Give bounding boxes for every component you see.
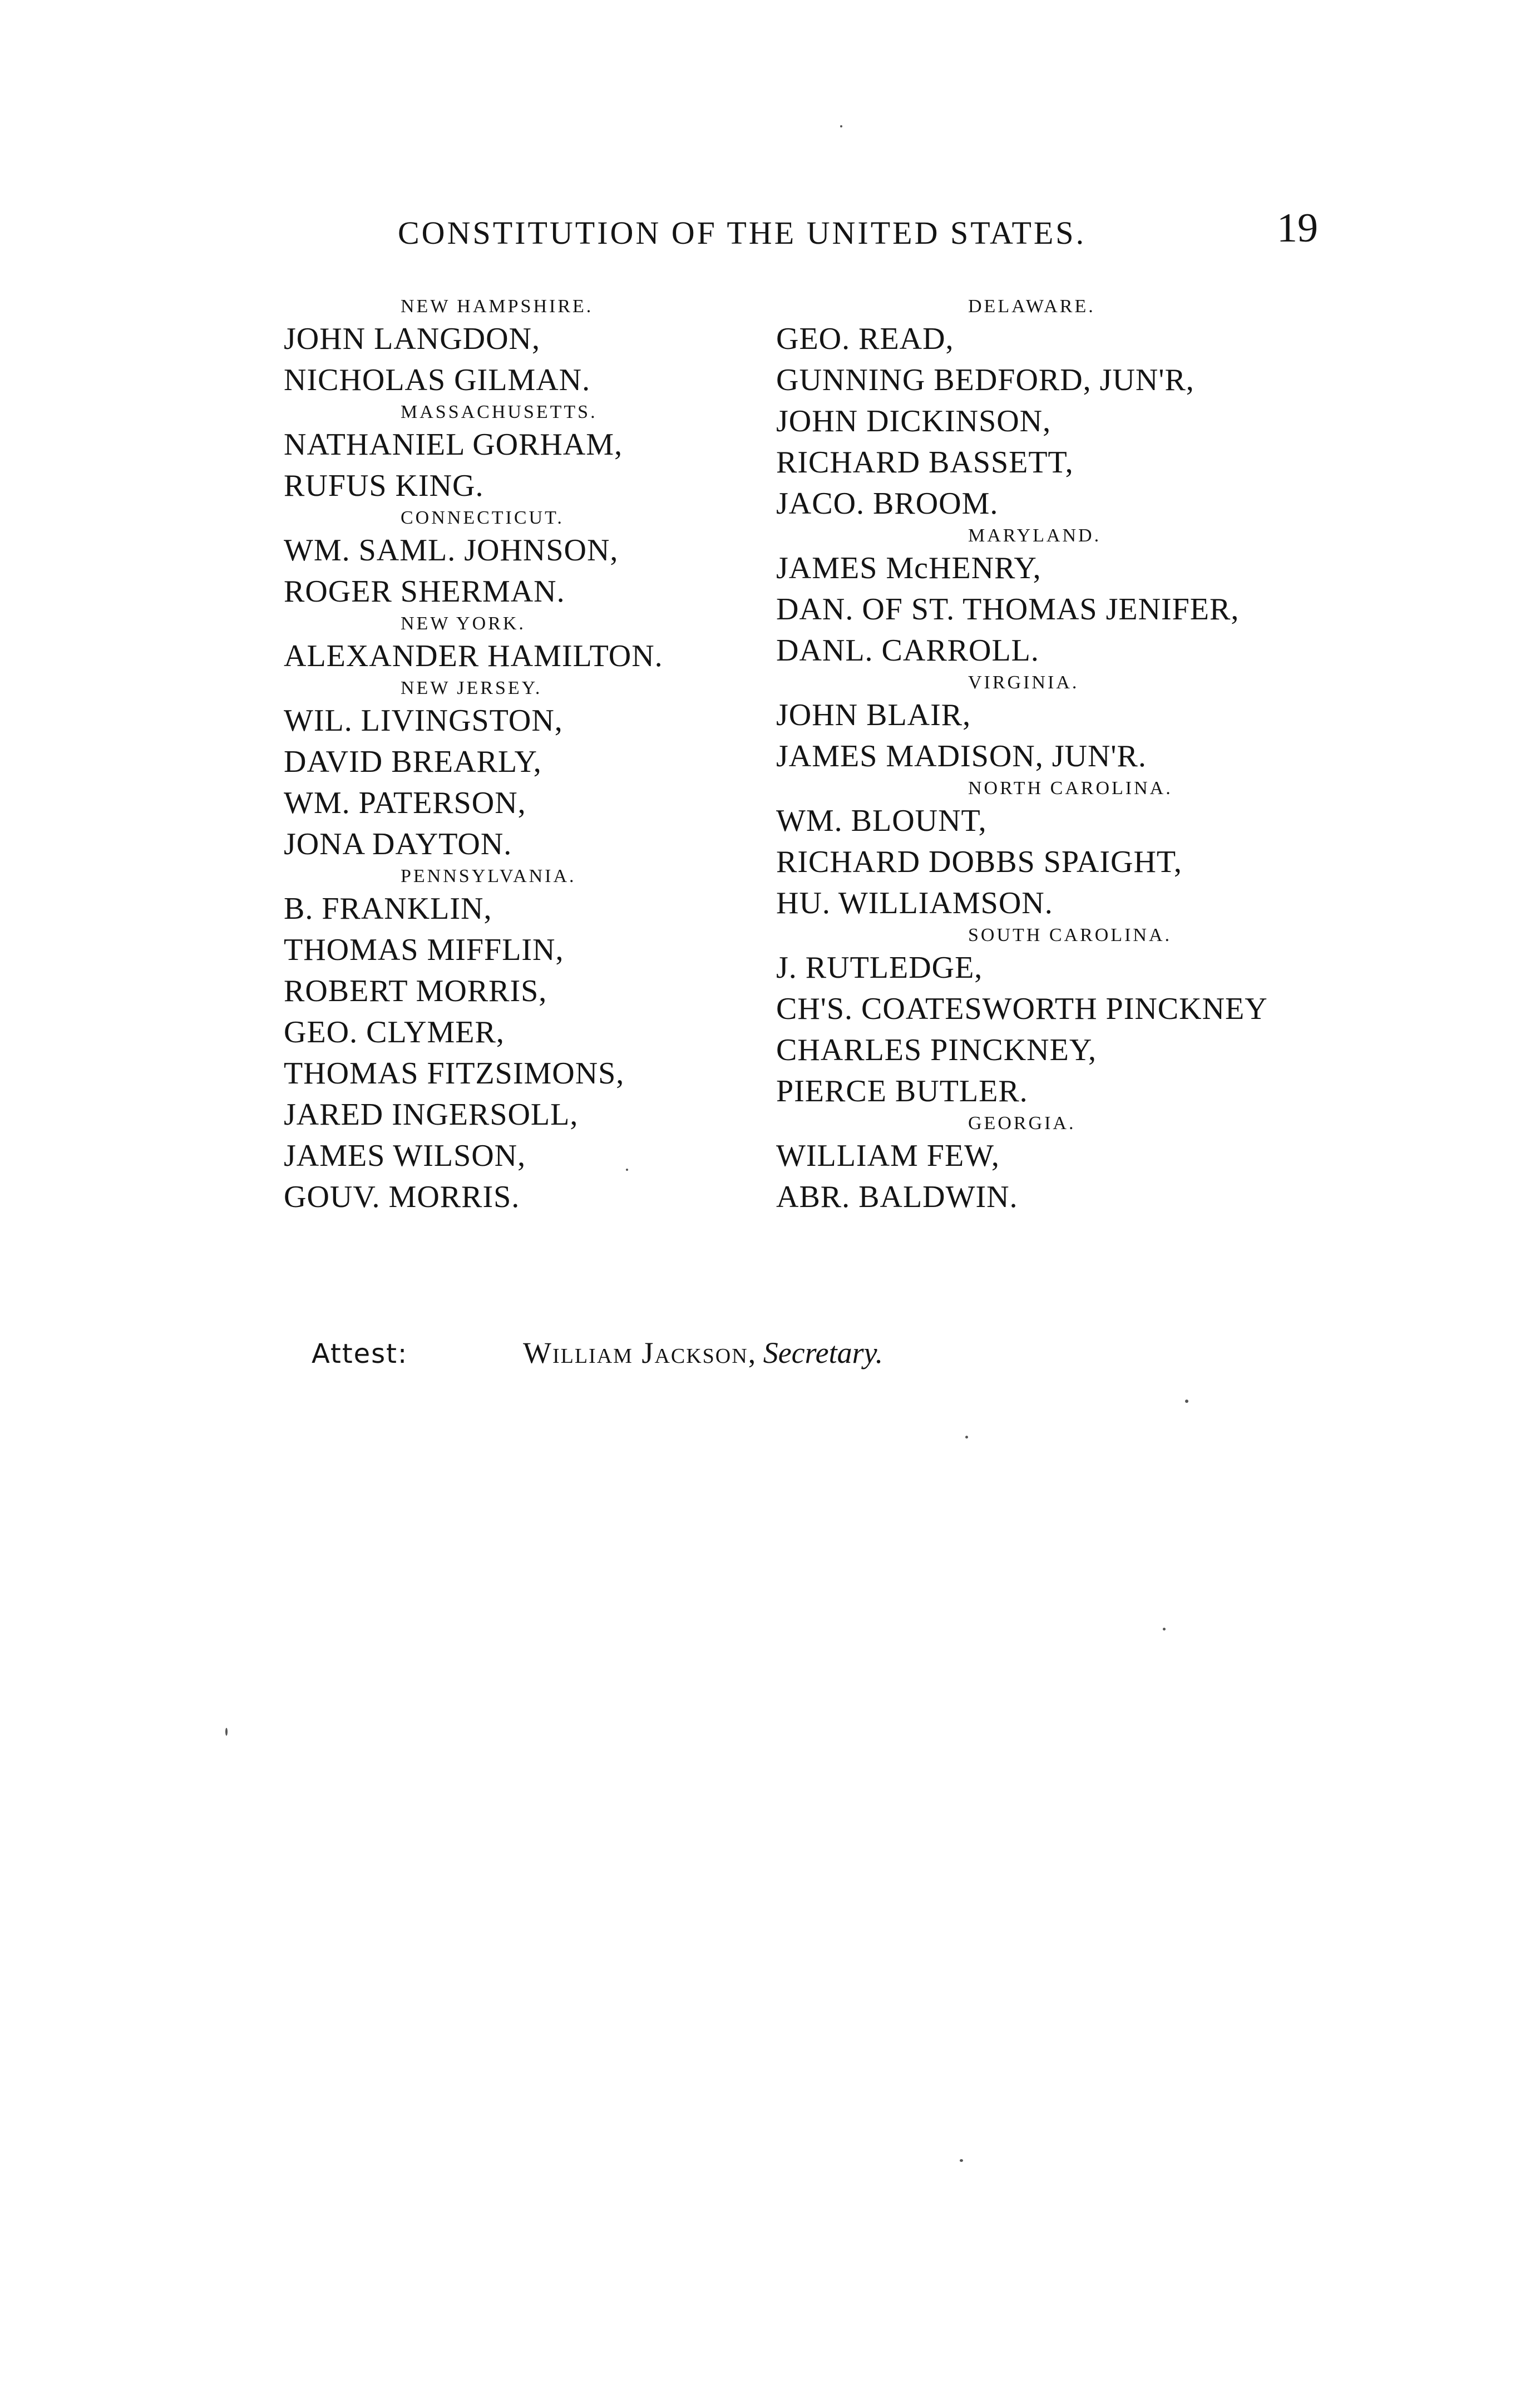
state-heading: NEW HAMPSHIRE. xyxy=(401,296,594,317)
state-heading: PENNSYLVANIA. xyxy=(401,866,576,886)
signer-name: RICHARD DOBBS SPAIGHT, xyxy=(776,845,1182,879)
state-heading: SOUTH CAROLINA. xyxy=(968,925,1172,945)
signer-name: GOUV. MORRIS. xyxy=(284,1180,520,1214)
attest-signer-title: Secretary. xyxy=(763,1336,883,1370)
signer-name: ROBERT MORRIS, xyxy=(284,974,547,1008)
attest-label: Attest: xyxy=(312,1338,408,1370)
signer-name: JARED INGERSOLL, xyxy=(284,1097,579,1132)
signer-name: JAMES McHENRY, xyxy=(776,551,1042,585)
state-heading: NEW YORK. xyxy=(401,613,526,634)
signer-name: B. FRANKLIN, xyxy=(284,891,492,926)
signer-name: JAMES WILSON, xyxy=(284,1139,526,1173)
signer-name: GUNNING BEDFORD, JUN'R, xyxy=(776,363,1195,397)
signer-name: DAVID BREARLY, xyxy=(284,745,542,779)
signer-name: JACO. BROOM. xyxy=(776,486,999,521)
signer-name: RUFUS KING. xyxy=(284,469,484,503)
signer-name: JOHN LANGDON, xyxy=(284,322,540,356)
signer-name: JAMES MADISON, JUN'R. xyxy=(776,739,1147,774)
state-heading: MASSACHUSETTS. xyxy=(401,402,598,422)
signers-right-column xyxy=(776,295,1338,1218)
signer-name: WM. PATERSON, xyxy=(284,786,526,820)
state-heading: NEW JERSEY. xyxy=(401,678,542,698)
signer-name: THOMAS MIFFLIN, xyxy=(284,933,564,967)
running-head: CONSTITUTION OF THE UNITED STATES. xyxy=(398,215,1087,251)
signer-name: J. RUTLEDGE, xyxy=(776,950,983,985)
scan-speck xyxy=(1185,1400,1188,1403)
attest-separator: , xyxy=(748,1336,763,1370)
signer-name: ABR. BALDWIN. xyxy=(776,1180,1018,1214)
state-heading: NORTH CAROLINA. xyxy=(968,778,1173,799)
signer-name: WM. BLOUNT, xyxy=(776,804,987,838)
signer-name: CHARLES PINCKNEY, xyxy=(776,1033,1097,1067)
page-number: 19 xyxy=(1277,205,1318,251)
signer-name: PIERCE BUTLER. xyxy=(776,1074,1028,1109)
signer-name: WILLIAM FEW, xyxy=(776,1139,1000,1173)
signer-name: RICHARD BASSETT, xyxy=(776,445,1074,480)
signer-name: NATHANIEL GORHAM, xyxy=(284,427,623,462)
scan-speck xyxy=(626,1169,628,1171)
signer-name: ROGER SHERMAN. xyxy=(284,574,565,609)
state-heading: CONNECTICUT. xyxy=(401,508,564,528)
signer-name: WM. SAML. JOHNSON, xyxy=(284,533,619,568)
signer-name: DAN. OF ST. THOMAS JENIFER, xyxy=(776,592,1240,627)
state-heading: DELAWARE. xyxy=(968,296,1095,317)
signer-name: DANL. CARROLL. xyxy=(776,633,1039,668)
state-heading: VIRGINIA. xyxy=(968,672,1079,693)
scan-speck xyxy=(965,1436,968,1439)
signer-name: ALEXANDER HAMILTON. xyxy=(284,639,663,673)
signer-name: THOMAS FITZSIMONS, xyxy=(284,1056,625,1091)
attestation-line xyxy=(312,1336,883,1370)
scan-speck xyxy=(1163,1628,1166,1630)
signer-name: NICHOLAS GILMAN. xyxy=(284,363,591,397)
attest-signer-name: William Jackson xyxy=(523,1336,748,1370)
state-heading: MARYLAND. xyxy=(968,525,1102,546)
signer-name: JOHN BLAIR, xyxy=(776,698,971,732)
scan-speck xyxy=(960,2159,963,2162)
signers-left-column xyxy=(284,295,729,1218)
signer-name: CH'S. COATESWORTH PINCKNEY xyxy=(776,992,1268,1026)
signer-name: HU. WILLIAMSON. xyxy=(776,886,1053,920)
signer-name: GEO. READ, xyxy=(776,322,954,356)
signer-name: JOHN DICKINSON, xyxy=(776,404,1052,439)
scan-speck xyxy=(225,1728,228,1736)
state-heading: GEORGIA. xyxy=(968,1113,1076,1134)
signer-name: WIL. LIVINGSTON, xyxy=(284,703,563,738)
signer-name: GEO. CLYMER, xyxy=(284,1015,505,1050)
signer-name: JONA DAYTON. xyxy=(284,827,512,861)
scan-speck xyxy=(840,125,842,127)
